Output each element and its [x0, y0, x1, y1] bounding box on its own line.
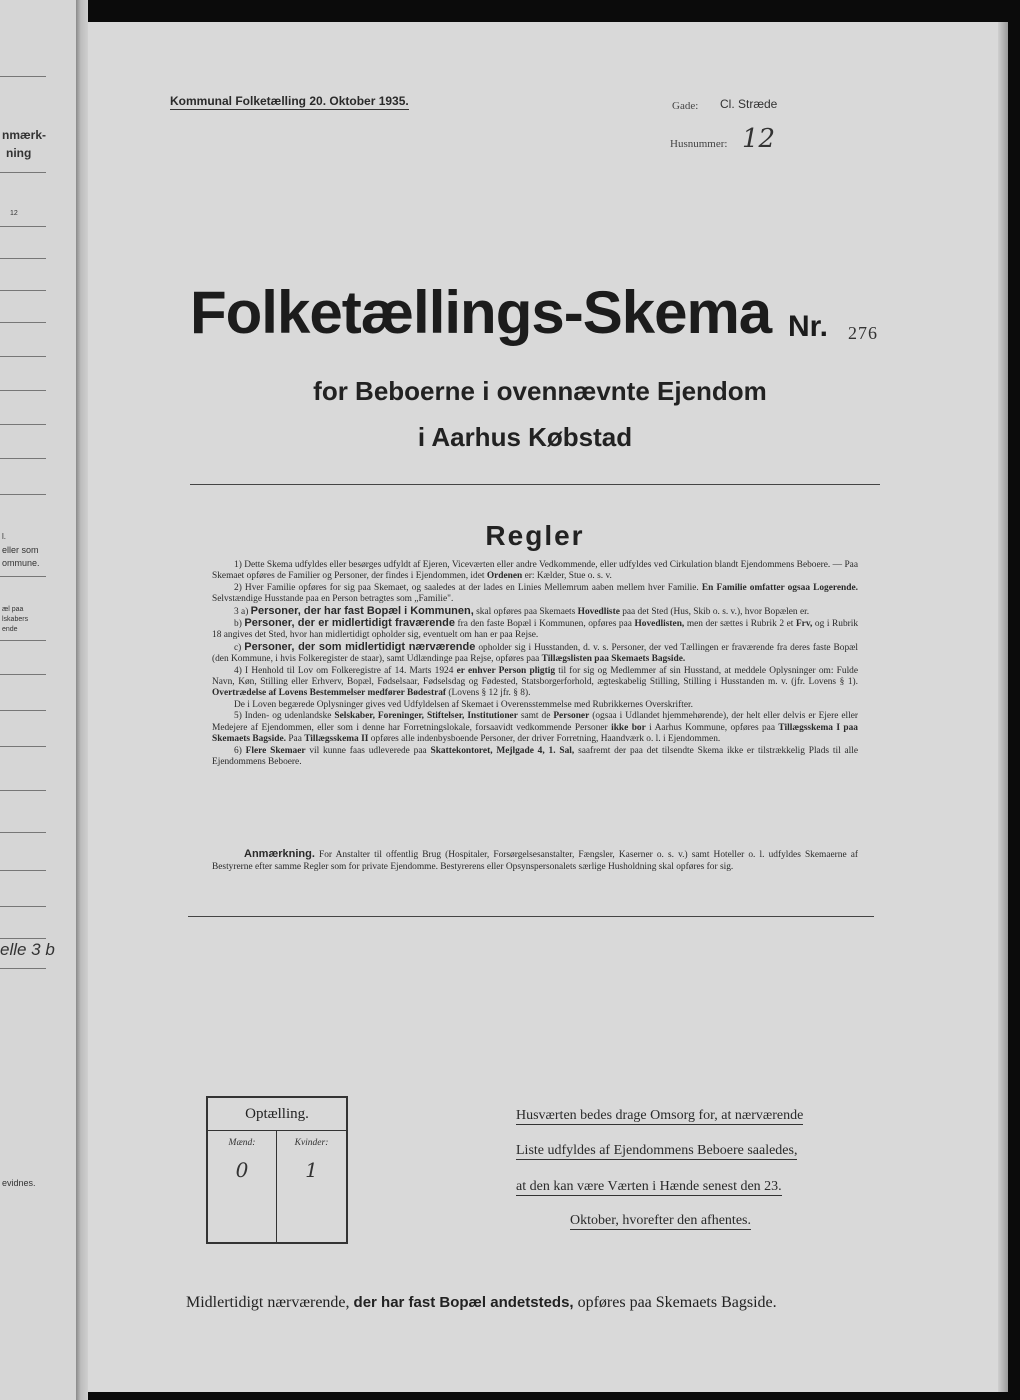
ruled-line [0, 968, 46, 969]
women-count: 1 [305, 1158, 318, 1182]
ruled-line [0, 832, 46, 833]
footer-part-bold: der har fast Bopæl andetsteds, [353, 1294, 574, 1311]
rule-4: 4) I Henhold til Lov om Folkeregistre af 14. Marts 1924 er enhver Person pligtig til for sig og Medlemmer af sin Husstand, at meddele Oplysninger om: Fulde Navn, Køn, Stilling eller Erhverv, Bopæl, Fødselsaar, Fødselsdag og Fødested, Statsborgerforhold, ægteskabelig Stilling, Stilling i Husstanden m. v. (jfr. Lovens § 1). Overtrædelse af Lovens Bestemmelser medfører Bødestraf (Lovens § 12 jfr. § 8). [212, 665, 859, 699]
page-edge [998, 22, 1008, 1392]
ruled-line [0, 640, 46, 641]
house-number-label: Husnummer: [670, 138, 728, 150]
ruled-line [0, 746, 46, 747]
ruled-line [0, 290, 46, 291]
ruled-line [0, 226, 46, 227]
left-page-text: ende [2, 626, 18, 633]
men-label: Mænd: [228, 1138, 256, 1148]
remark-label: Anmærkning. [244, 848, 315, 860]
ruled-line [0, 458, 46, 459]
rules-list [212, 560, 858, 768]
count-box-title: Optælling. [208, 1098, 346, 1131]
left-page-text: ning [6, 146, 32, 160]
ruled-line [0, 322, 46, 323]
footer-part: opføres paa Skemaets Bagside. [577, 1294, 777, 1311]
rule-1: 1) Dette Skema udfyldes eller besørges udfyldt af Ejeren, Viceværten eller andre Vedkommende, eller udfyldes ved Cirkulation blandt Ejendommens Beboere. — Paa Skemaet opføres de Familier og Personer, der findes i Ejendommen, idet Ordenen er: Kælder, Stue o. s. v. [212, 560, 858, 582]
rule-3a: 3 a) Personer, der har fast Bopæl i Kommunen, skal opføres paa Skemaets Hovedliste paa det Sted (Hus, Skib o. s. v.), hvor Bopælen er. [234, 604, 810, 617]
ruled-line [0, 76, 46, 77]
rule-4b: De i Loven begærede Oplysninger gives ved Udfyldelsen af Skemaet i Overensstemmelse med Rubrikkernes Overskrifter. [234, 699, 693, 710]
form-subtitle-city: i Aarhus Købstad [417, 422, 633, 452]
form-number-value: 276 [848, 323, 878, 343]
ruled-line [0, 790, 46, 791]
left-page-text: nmærk- [2, 128, 47, 142]
street-label: Gade: [672, 100, 699, 112]
remark-paragraph [212, 848, 858, 873]
left-page-text: l. [2, 532, 6, 541]
rule-5: 5) Inden- og udenlandske Selskaber, Foreninger, Stiftelser, Institutioner samt de Personer (ogsaa i Udlandet hjemmehørende), der helt eller delvis er Ejere eller Medejere af Ejendommen, eller som i denne har Forretningslokale, forsaavidt vedkommende Personer ikke bor i Aarhus Kommune, opføres paa Tillægsskema I paa Skemaets Bagside. Paa Tillægsskema II opføres alle indenbysboende Personer, der driver Forretning, Haandværk o. l. i Ejendommen. [212, 711, 858, 745]
left-page-text: evidnes. [2, 1178, 36, 1188]
left-page-text: lskabers [2, 616, 29, 623]
form-title: Folketællings-Skema [190, 279, 772, 346]
remark-text: For Anstalter til offentlig Brug (Hospitaler, Forsørgelsesanstalter, Fængsler, Kaserner o. s. v.) samt Hoteller o. l. udfyldes Skemaerne af Bestyrerne efter samme Regler som for private Ejendomme. Bestyrerens eller Opsynspersonalets særlige Husholdning skal opføres for sig. [212, 850, 859, 872]
women-label: Kvinder: [294, 1138, 329, 1148]
ruled-line [0, 494, 46, 495]
ruled-line [0, 258, 46, 259]
divider [188, 916, 874, 917]
ruled-line [0, 576, 46, 577]
ruled-line [0, 938, 46, 939]
ruled-line [0, 674, 46, 675]
count-box [206, 1096, 348, 1244]
divider [190, 484, 880, 485]
left-page-text: eller som [2, 545, 39, 555]
ruled-line [0, 870, 46, 871]
ruled-line [0, 424, 46, 425]
ruled-line [0, 906, 46, 907]
left-page-handwriting: elle 3 b [0, 940, 55, 959]
form-subtitle: for Beboerne i ovennævnte Ejendom [313, 376, 767, 406]
rules-heading: Regler [485, 520, 585, 551]
rule-6: 6) Flere Skemaer vil kunne faas udleverede paa Skattekontoret, Mejlgade 4, 1. Sal, saafremt der paa det tilsendte Skema ikke er tilstrækkelig Plads til alle Ejendommens Beboere. [212, 745, 859, 767]
rule-2: 2) Hver Familie opføres for sig paa Skemaet, og saaledes at der lades en Linies Mellemrum aaben mellem hver Familie. En Familie omfatter ogsaa Logerende. Selvstændige Husstande paa en Person betragtes som „Familie". [212, 582, 858, 605]
ruled-line [0, 390, 46, 391]
left-page-column-number: 12 [10, 210, 18, 217]
rule-3c: c) Personer, der som midlertidigt nærværende opholder sig i Husstanden, d. v. s. Personer, der ved Tællingen er fraværende fra deres faste Bopæl (den Kommune, i hvis Folkeregister de staar), samt Udlændinge paa Rejse, opføres paa Tillægslisten paa Skemaets Bagside. [212, 640, 859, 665]
ruled-line [0, 356, 46, 357]
left-page-text: æl paa [2, 606, 24, 613]
census-title: Kommunal Folketælling 20. Oktober 1935. [170, 94, 409, 108]
left-page-text: ommune. [2, 558, 40, 568]
instruction-line: Liste udfyldes af Ejendommens Beboere saaledes, [516, 1143, 798, 1158]
left-facing-page [0, 0, 80, 1400]
ruled-line [0, 710, 46, 711]
book-gutter [76, 0, 88, 1400]
street-value: Cl. Stræde [720, 97, 778, 111]
footer-part: Midlertidigt nærværende, [186, 1294, 350, 1311]
instruction-line: Husværten bedes drage Omsorg for, at nærværende [516, 1108, 804, 1123]
men-count: 0 [235, 1158, 249, 1182]
ruled-line [0, 172, 46, 173]
house-number-value: 12 [742, 124, 776, 154]
rule-3b: b) Personer, der er midlertidigt fraværende fra den faste Bopæl i Kommunen, opføres paa Hovedlisten, men der sættes i Rubrik 2 et Frv, og i Rubrik 18 angives det Sted, hvor han midlertidigt opholder sig, eventuelt om han er paa Rejse. [212, 617, 859, 641]
instruction-line: Oktober, hvorefter den afhentes. [570, 1213, 751, 1228]
instruction-line: at den kan være Værten i Hænde senest den 23. [516, 1179, 782, 1194]
form-number-label: Nr. [788, 310, 829, 343]
footer-note [186, 1294, 777, 1312]
